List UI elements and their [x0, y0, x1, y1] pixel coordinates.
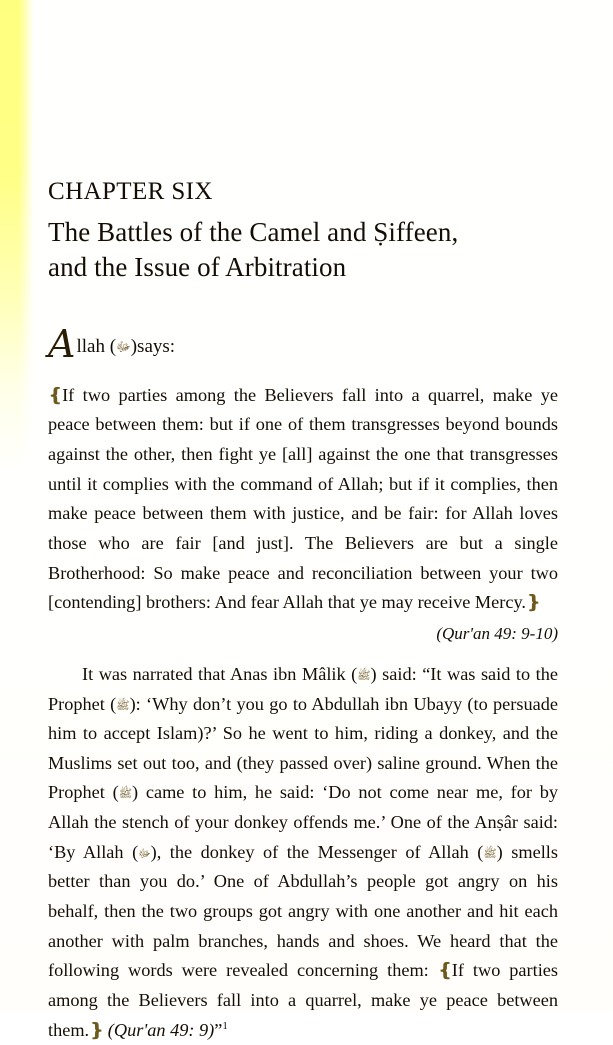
- narration-inner-citation: (Qur'an 49: 9): [103, 1019, 215, 1040]
- footnote-reference-marker: 1: [222, 1019, 228, 1032]
- intro-close-paren: ): [130, 336, 138, 357]
- honorific-sallallahu-alayhi-wasallam-icon-3: ﷺ: [483, 847, 497, 860]
- narration-segment-5: ), the donkey of the Messenger of Allah (: [150, 841, 484, 862]
- page-content: [48, 0, 558, 1045]
- chapter-title: [48, 215, 558, 286]
- narration-segment-2: ) said: “It was said to the Prophet (: [48, 663, 558, 714]
- narration-segment-1: It was narrated that Anas ibn Mâlik (: [82, 663, 358, 684]
- narration-segment-6: ) smells better than you do.’ One of Abdullah’s people got angry on his behalf, then the two groups got angry with one another and hit each another with palm branches, hands and shoes. We heard that the following words were revealed concerning them:: [48, 841, 558, 981]
- intro-says-text: says:: [137, 336, 176, 357]
- scan-gutter-strip: [0, 0, 34, 470]
- narration-quoted-verse: If two parties among the Believers fall into a quarrel, make ye peace between them.: [48, 960, 559, 1040]
- chapter-label: CHAPTER SIX: [48, 178, 213, 205]
- chapter-title-line-1: The Battles of the Camel and Ṣiffeen,: [48, 216, 459, 247]
- narration-segment-3: ): ‘Why don’t you go to Abdullah ibn Ubayy (to persuade him to accept Islam)?’ So he went to him, riding a donkey, and the Muslims set out too, and (they passed over) saline ground. When the Prophet (: [48, 693, 558, 803]
- narration-closing-quote: ”: [214, 1019, 223, 1040]
- quran-quotation-text: If two parties among the Believers fall into a quarrel, make ye peace between them: but if one of them transgresses beyond bounds against the other, then fight ye [all] against the one that transgresses until it complies with the command of Allah; but if it complies, then make peace between them with justice, and be fair: for Allah loves those who are fair [and just]. The Believers are but a single Brotherhood: So make peace and reconciliation between your two [contending] brothers: And fear Allah that ye may receive Mercy.: [48, 384, 558, 613]
- intro-open-paren: (: [109, 336, 117, 357]
- narration-paragraph: [48, 660, 558, 1045]
- chapter-title-line-2: and the Issue of Arbitration: [48, 252, 347, 283]
- narration-segment-4: ) came to him, he said: ‘Do not come near me, for by Allah the stench of your donkey offends me.’ One of the Anṣâr said: ‘By Allah (: [48, 782, 559, 862]
- quote-open-ornament-icon: ❴: [48, 384, 63, 405]
- inner-quote-open-ornament-icon: ❴: [437, 960, 452, 981]
- drop-cap-initial: A: [48, 322, 76, 366]
- honorific-jalla-jalaluhu-icon-2: ﷻ: [138, 847, 151, 860]
- honorific-sallallahu-alayhi-wasallam-icon: ﷺ: [116, 699, 130, 712]
- quote-close-ornament-icon: ❵: [526, 592, 541, 613]
- honorific-radiyallahu-anhu-icon: ﷺ: [357, 669, 371, 682]
- honorific-jalla-jalaluhu-icon: ﷻ: [116, 339, 131, 354]
- inner-quote-close-ornament-icon: ❵: [89, 1019, 104, 1040]
- honorific-sallallahu-alayhi-wasallam-icon-2: ﷺ: [118, 788, 133, 801]
- quran-citation: (Qur'an 49: 9-10): [436, 623, 558, 643]
- quran-quotation: [48, 381, 558, 618]
- intro-word-remainder: llah: [76, 336, 105, 357]
- intro-allah-says: [48, 322, 558, 366]
